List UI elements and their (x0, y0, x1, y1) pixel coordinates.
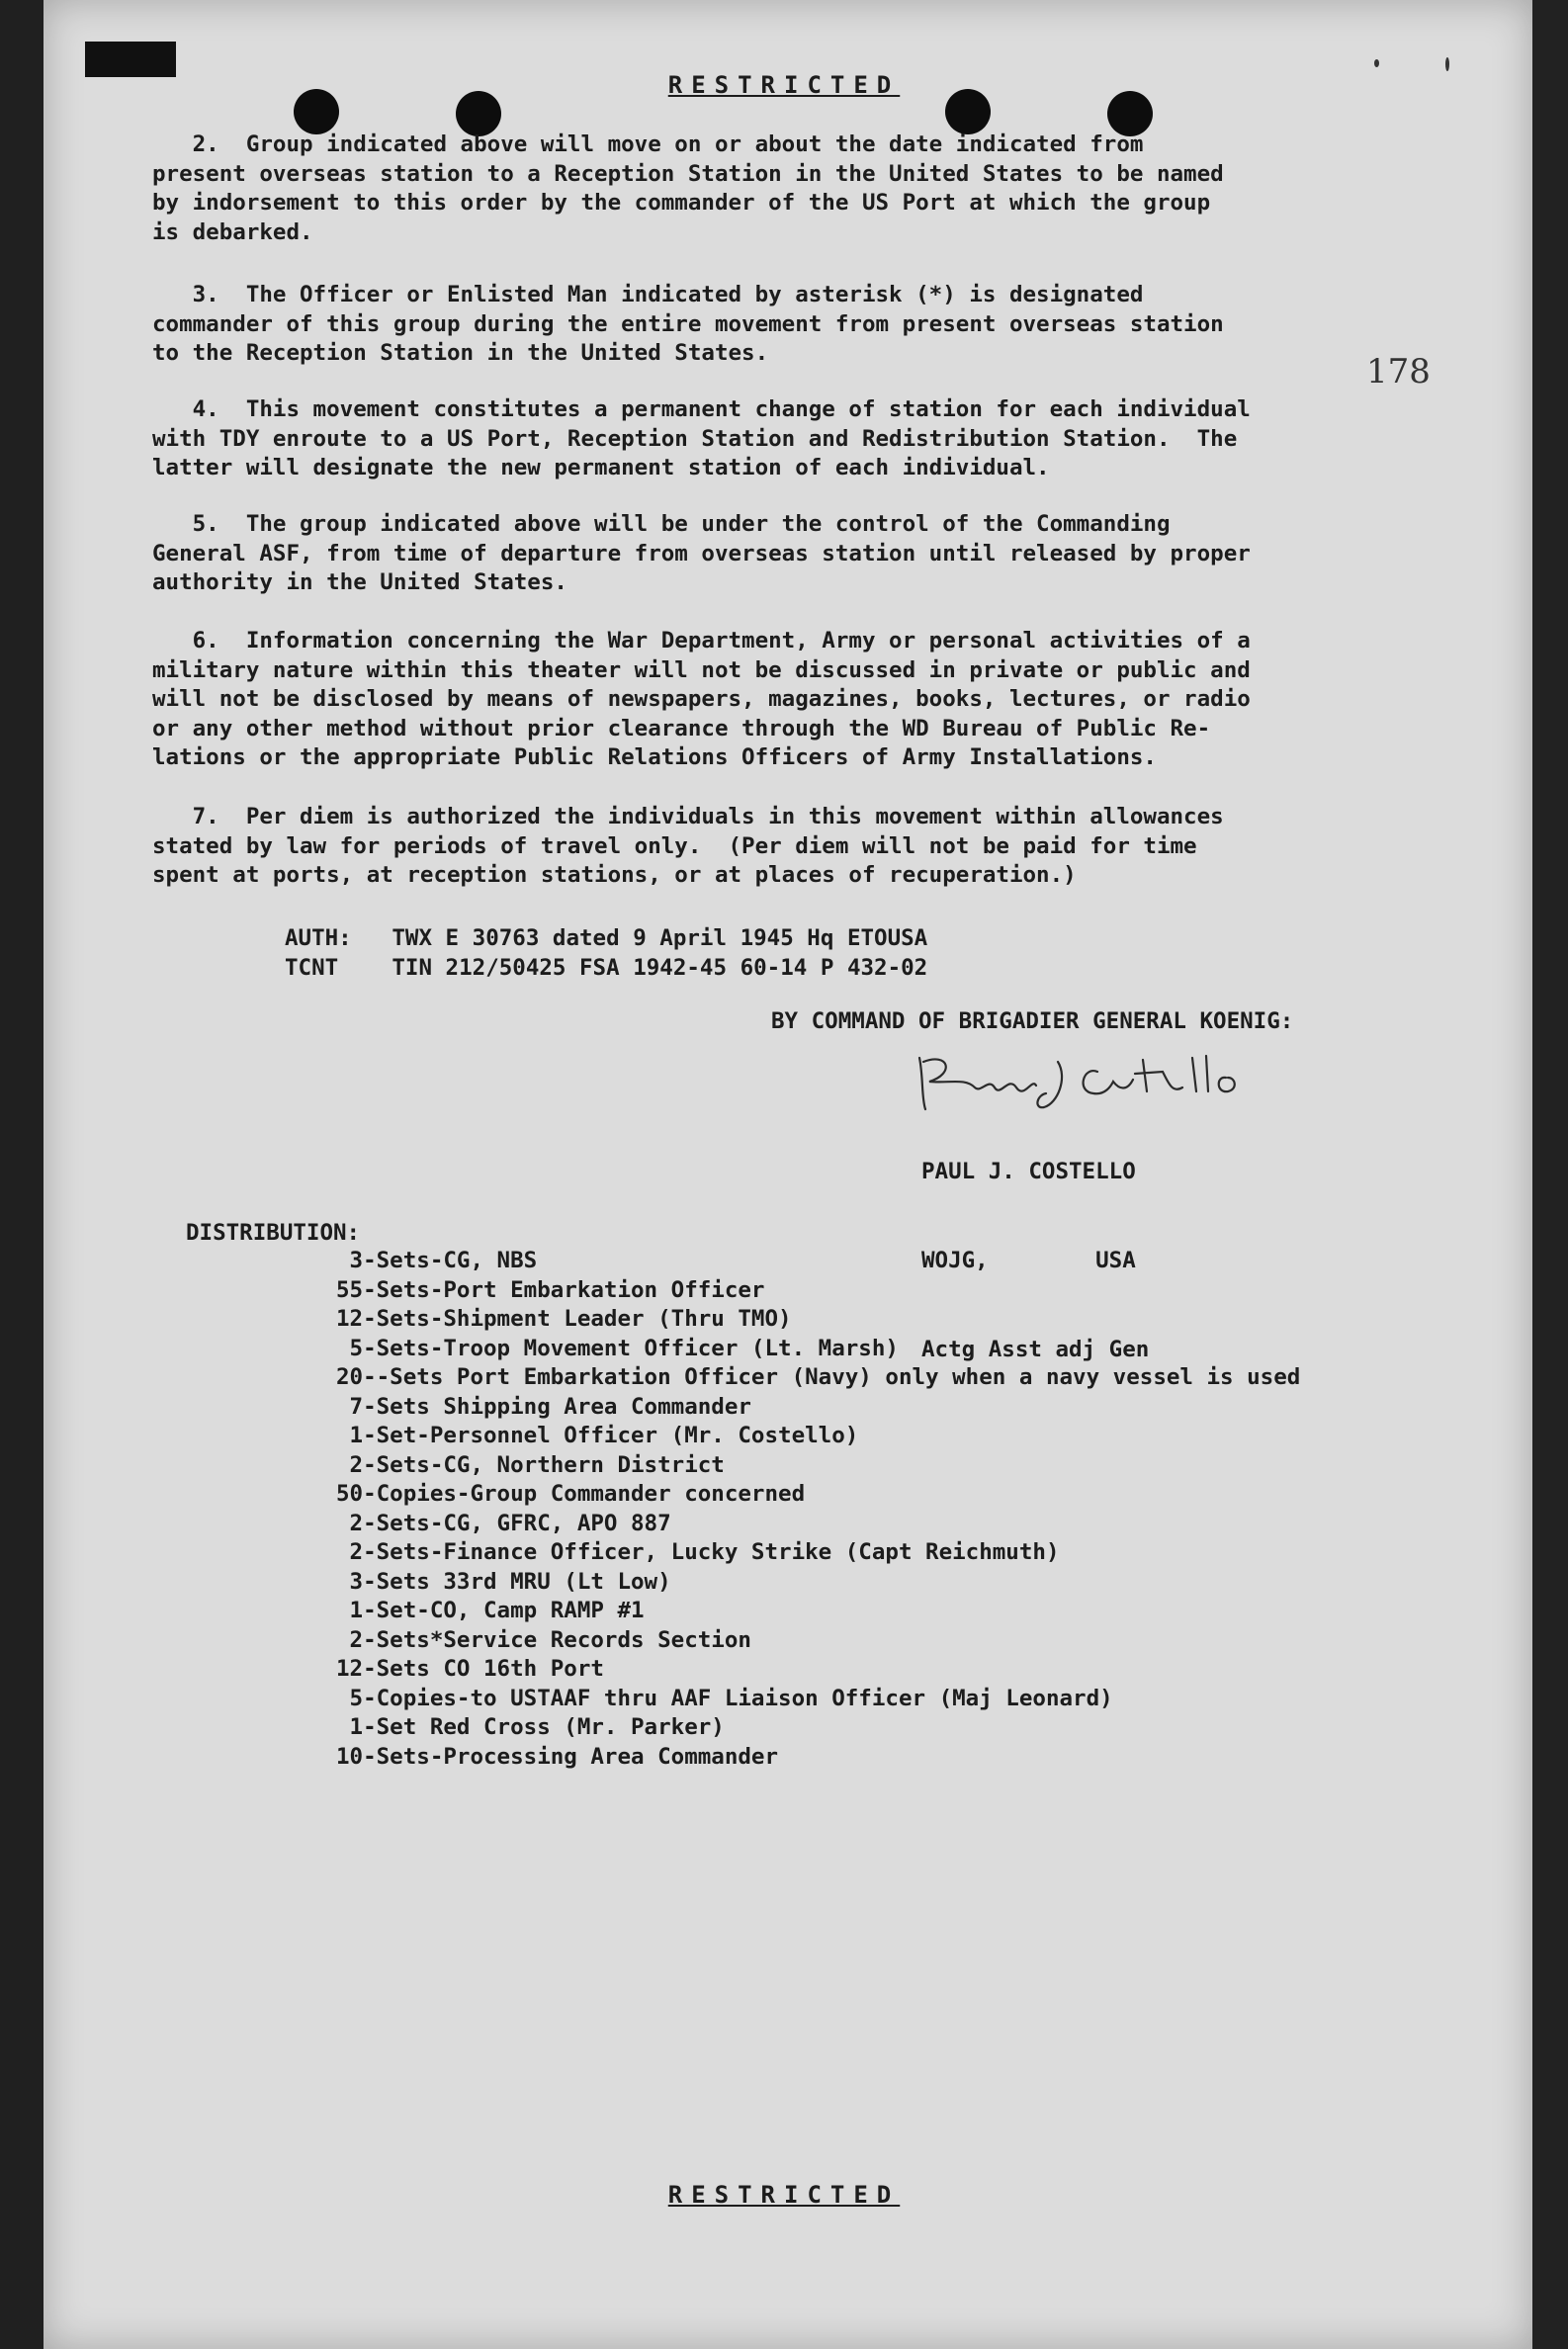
scan-edge-left (0, 0, 44, 2349)
paragraph-line: lations or the appropriate Public Relations Officers of Army Installations. (152, 744, 1157, 770)
distribution-item: 1-Set-Personnel Officer (Mr. Costello) (336, 1423, 859, 1448)
distribution-item: 2-Sets-CG, Northern District (336, 1451, 725, 1478)
paragraph-line: commander of this group during the entire movement from present overseas station (152, 310, 1224, 337)
distribution-item: 12-Sets-Shipment Leader (Thru TMO) (336, 1306, 792, 1332)
paragraph-line: latter will designate the new permanent station of each individual. (152, 455, 1050, 480)
paragraph-line: authority in the United States. (152, 569, 567, 595)
distribution-list (336, 1247, 1300, 1772)
paragraph-line: will not be disclosed by means of newspapers, magazines, books, lectures, or radio (152, 686, 1251, 712)
distribution-item: 20--Sets Port Embarkation Officer (Navy) only when a navy vessel is used (336, 1364, 1301, 1390)
distribution-item: 2-Sets-Finance Officer, Lucky Strike (Capt Reichmuth) (336, 1539, 1060, 1565)
paragraph-4 (152, 395, 1437, 483)
paragraph-line: stated by law for periods of travel only. (Per diem will not be paid for time (152, 832, 1197, 859)
signer-name: PAUL J. COSTELLO (921, 1159, 1136, 1184)
paragraph-5 (152, 510, 1437, 598)
distribution-item: 3-Sets 33rd MRU (Lt Low) (336, 1568, 671, 1595)
paragraph-line: by indorsement to this order by the commander of the US Port at which the group (152, 190, 1211, 216)
paragraph-line: is debarked. (152, 218, 313, 245)
distribution-item: 55-Sets-Port Embarkation Officer (336, 1276, 765, 1303)
ink-speck (1445, 57, 1449, 71)
paragraph-line: or any other method without prior clearance through the WD Bureau of Public Re- (152, 715, 1211, 741)
distribution-item: 2-Sets-CG, GFRC, APO 887 (336, 1510, 671, 1536)
distribution-item: 3-Sets-CG, NBS (336, 1248, 538, 1273)
paragraph-line: to the Reception Station in the United States. (152, 340, 769, 366)
distribution-item: 5-Copies-to USTAAF thru AAF Liaison Officer (Maj Leonard) (336, 1685, 1113, 1711)
paragraph-line: military nature within this theater will not be discussed in private or public and (152, 656, 1251, 683)
paragraph-2 (152, 130, 1437, 247)
paragraph-line: General ASF, from time of departure from overseas station until released by proper (152, 540, 1251, 566)
distribution-item: 1-Set Red Cross (Mr. Parker) (336, 1714, 725, 1740)
distribution-item: 10-Sets-Processing Area Commander (336, 1743, 779, 1770)
distribution-item: 2-Sets*Service Records Section (336, 1626, 751, 1653)
signer-rank: WOJG, USA (921, 1248, 1136, 1273)
signer-title: Actg Asst adj Gen (921, 1337, 1150, 1362)
paragraph-7 (152, 803, 1437, 891)
paragraph-line: 4. This movement constitutes a permanent change of station for each individual (152, 396, 1251, 422)
paragraph-line: 3. The Officer or Enlisted Man indicated by asterisk (*) is designated (152, 282, 1144, 307)
paragraph-line: 5. The group indicated above will be under the control of the Commanding (152, 511, 1171, 537)
distribution-label: DISTRIBUTION: (186, 1220, 361, 1246)
ink-speck (1374, 59, 1379, 67)
scan-edge-right (1532, 0, 1568, 2349)
distribution-item: 12-Sets CO 16th Port (336, 1656, 604, 1682)
paragraph-line: present overseas station to a Reception Station in the United States to be named (152, 160, 1224, 187)
distribution-item: 1-Set-CO, Camp RAMP #1 (336, 1598, 645, 1623)
paragraph-line: spent at ports, at reception stations, or at places of recuperation.) (152, 862, 1077, 888)
paragraph-line: 6. Information concerning the War Department, Army or personal activities of a (152, 628, 1251, 653)
page-number: 178 (1366, 352, 1431, 392)
paragraph-line: with TDY enroute to a US Port, Reception Station and Redistribution Station. The (152, 425, 1238, 452)
distribution-item: 5-Sets-Troop Movement Officer (Lt. Marsh) (336, 1335, 899, 1361)
paragraph-line: 7. Per diem is authorized the individuals in this movement within allowances (152, 804, 1224, 829)
paragraph-line: 2. Group indicated above will move on or about the date indicated from (152, 131, 1144, 157)
header-classification: RESTRICTED (667, 71, 901, 99)
distribution-item: 7-Sets Shipping Area Commander (336, 1393, 751, 1420)
footer-classification: RESTRICTED (667, 2181, 901, 2209)
paragraph-3 (152, 281, 1437, 369)
paragraph-6 (152, 627, 1437, 773)
distribution-item: 50-Copies-Group Commander concerned (336, 1481, 806, 1507)
tcnt-line: TCNT TIN 212/50425 FSA 1942-45 60-14 P 432-02 (285, 955, 928, 981)
authority-line: AUTH: TWX E 30763 dated 9 April 1945 Hq ETOUSA (285, 925, 928, 951)
by-command-line: BY COMMAND OF BRIGADIER GENERAL KOENIG: (771, 1008, 1294, 1034)
